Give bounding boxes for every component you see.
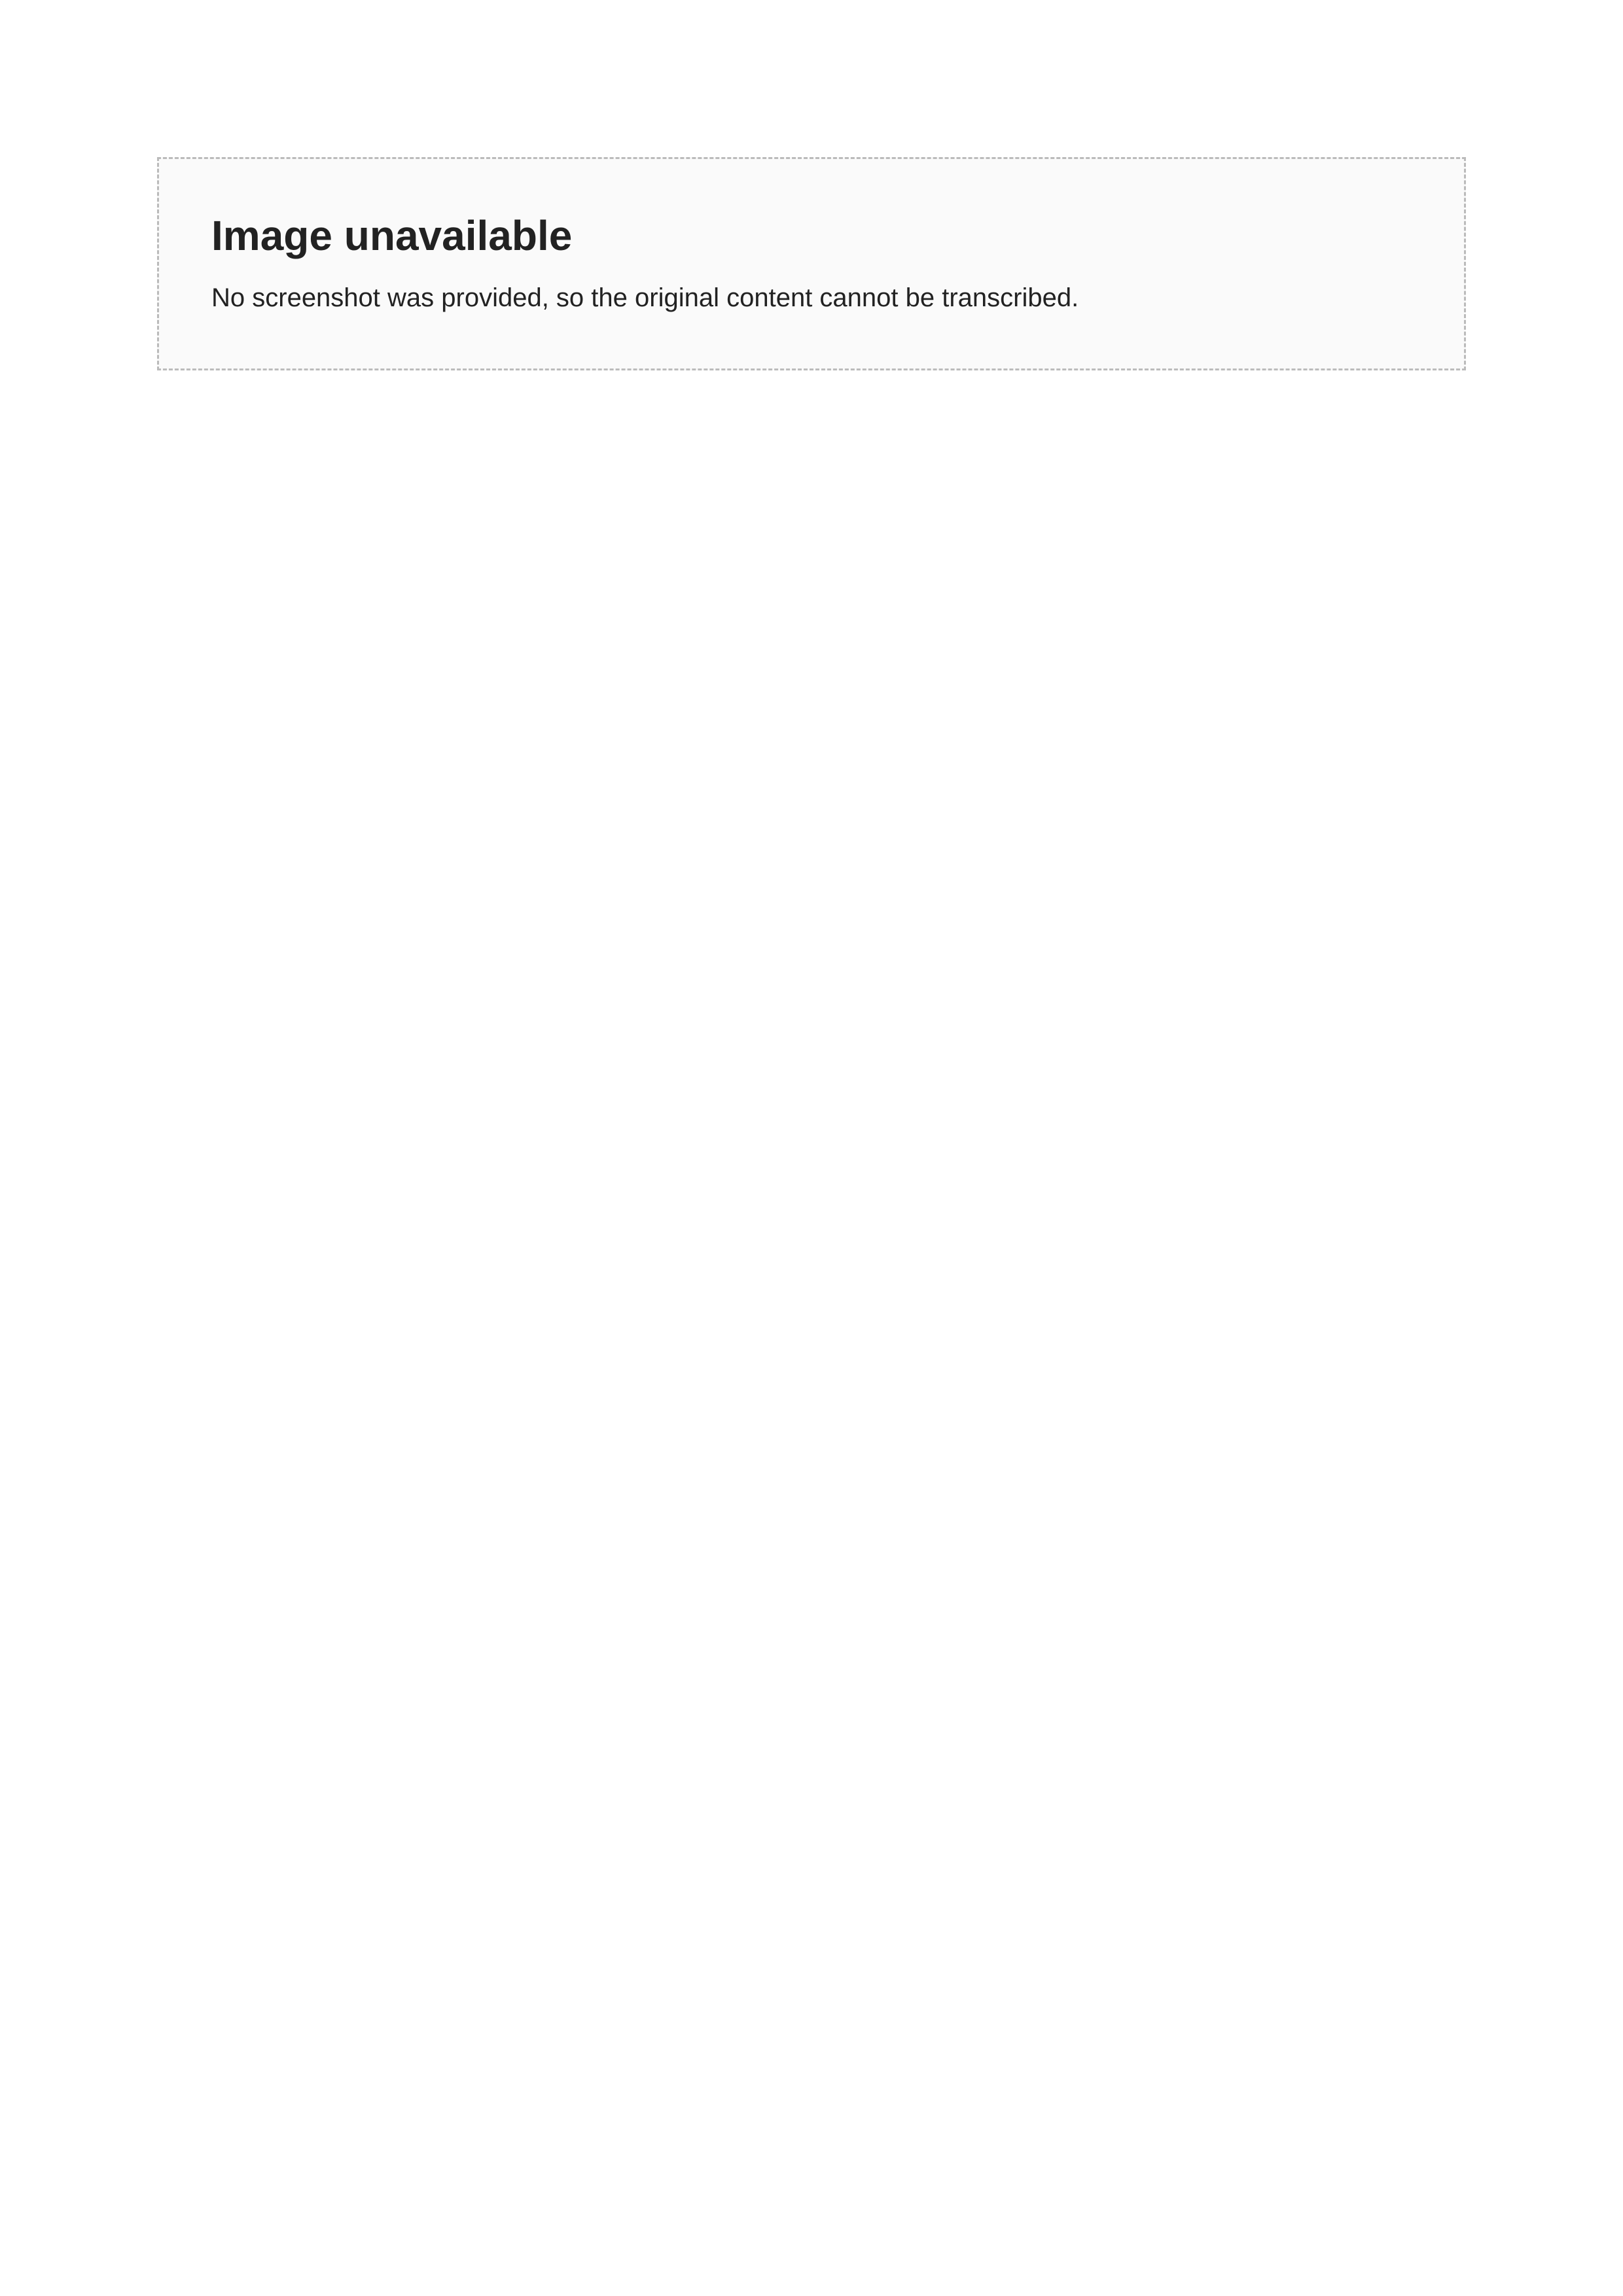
placeholder-notice bbox=[157, 157, 1466, 370]
notice-title: Image unavailable bbox=[211, 212, 573, 259]
notice-message: No screenshot was provided, so the original content cannot be transcribed. bbox=[211, 283, 1079, 312]
